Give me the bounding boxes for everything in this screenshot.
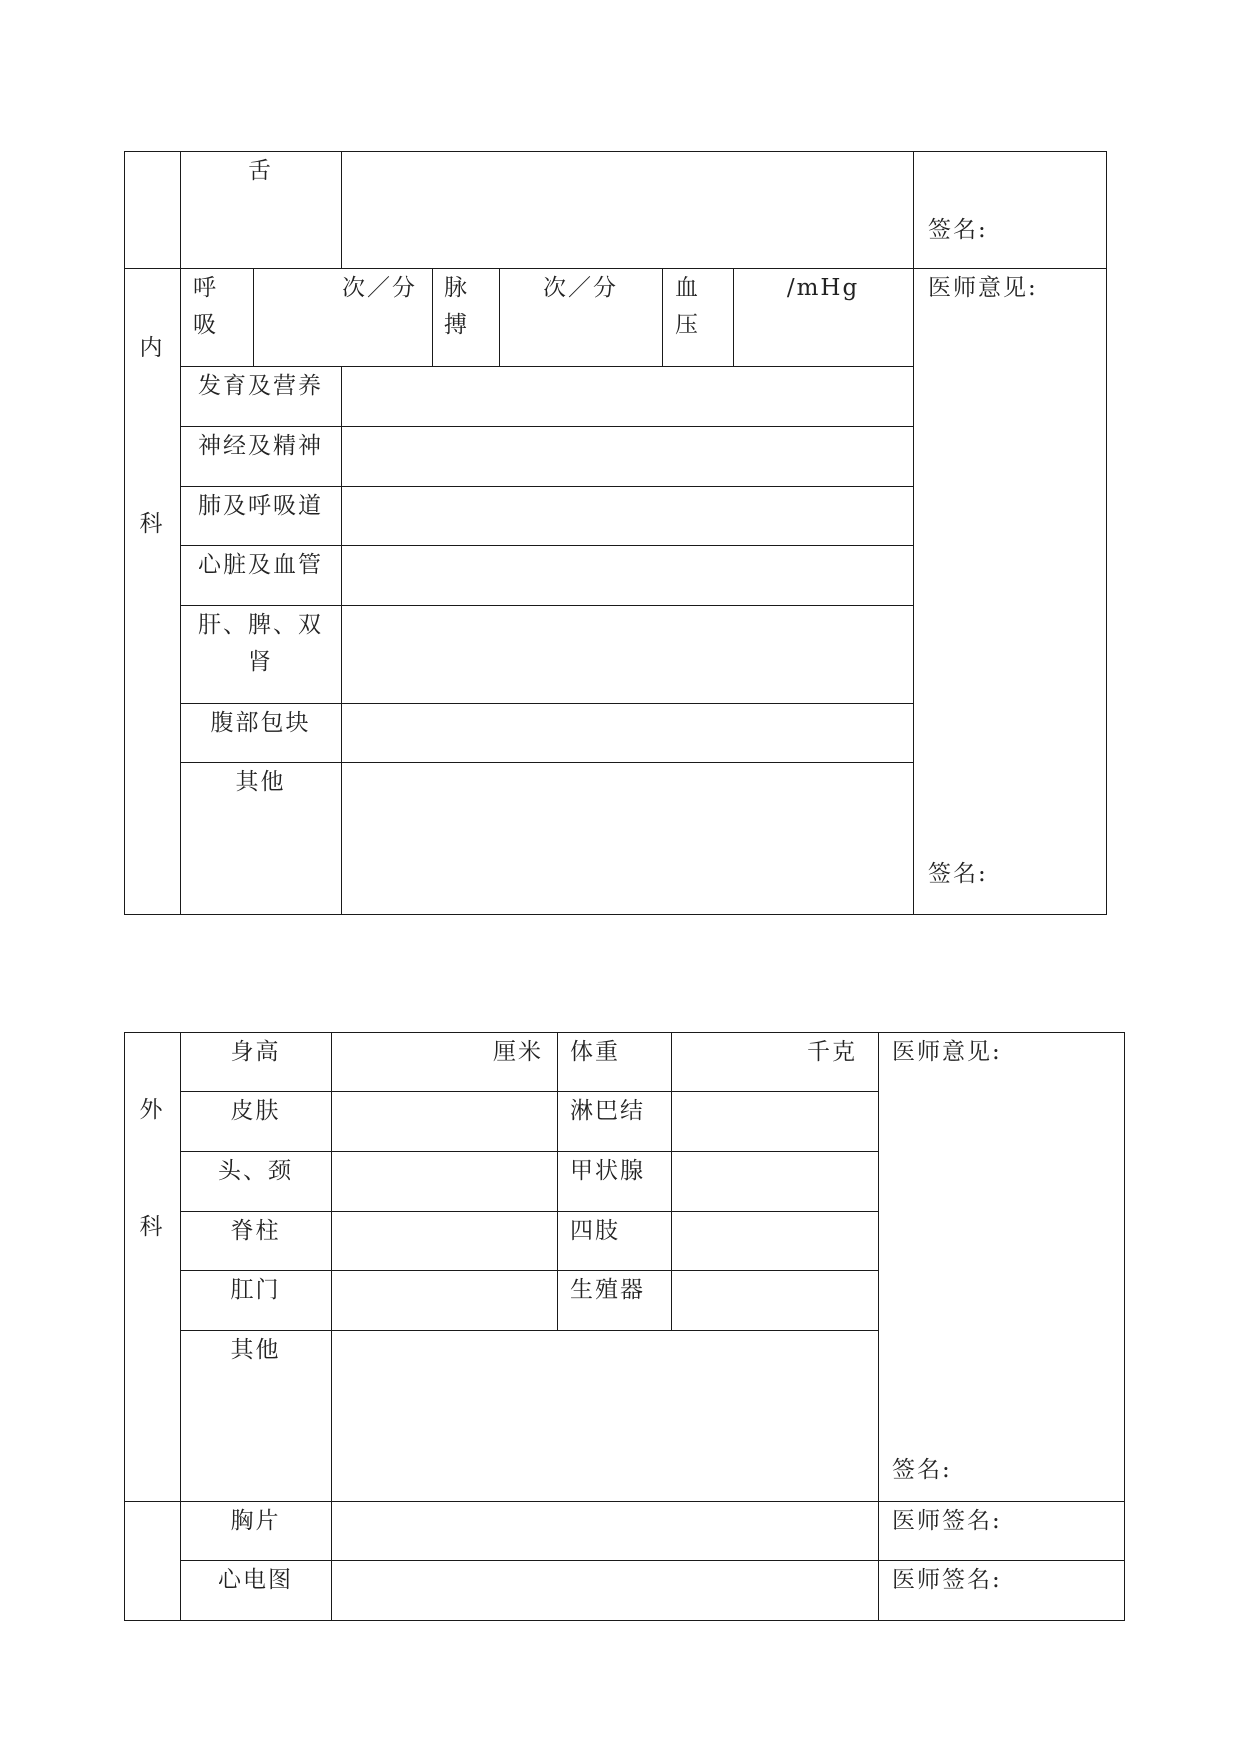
pulse-label: 脉搏 — [444, 275, 469, 338]
table1-col-divider — [432, 268, 433, 366]
row-label-ecg: 心电图 — [218, 1567, 293, 1593]
table1-col-divider — [662, 268, 663, 366]
table2-row-divider — [180, 1330, 879, 1331]
table2-row-divider — [180, 1211, 879, 1212]
row-label-liver: 肝、脾、双肾 — [198, 612, 323, 675]
row-label-lung: 肺及呼吸道 — [198, 493, 323, 519]
height-label: 身高 — [230, 1039, 281, 1065]
table2-right-border — [1124, 1032, 1125, 1621]
table2-row-divider — [180, 1560, 1125, 1561]
table2-col-divider — [878, 1032, 879, 1621]
table1-row-divider — [180, 426, 913, 427]
row-label-nerve: 神经及精神 — [198, 433, 323, 459]
surgery-section-char: 科 — [139, 1214, 165, 1240]
table1-bottom-border — [124, 914, 1107, 915]
table2-bottom-border — [124, 1620, 1125, 1621]
row-label-chest-xray: 胸片 — [230, 1508, 281, 1534]
internal-doctor-opinion-label: 医师意见: — [928, 275, 1038, 301]
row-label-abdomen: 腹部包块 — [210, 710, 311, 736]
respiration-label: 呼吸 — [193, 275, 218, 338]
table1-row-divider — [180, 703, 913, 704]
row-label-skin: 皮肤 — [230, 1098, 281, 1124]
internal-section-char: 内 — [139, 335, 165, 361]
ecg-signature-label: 医师签名: — [892, 1567, 1002, 1593]
table1-row-divider — [124, 268, 1107, 269]
table1-top-border — [124, 151, 1107, 152]
table1-right-border — [1106, 151, 1107, 915]
table2-col-divider — [671, 1032, 672, 1330]
table1-row-divider — [180, 545, 913, 546]
height-unit: 厘米 — [493, 1039, 543, 1065]
row-label-genitals: 生殖器 — [570, 1277, 645, 1303]
table2-col-divider — [331, 1032, 332, 1621]
table1-row-divider — [180, 366, 913, 367]
weight-label: 体重 — [570, 1039, 620, 1065]
table2-row-divider — [180, 1091, 879, 1092]
table2-col-divider — [557, 1032, 558, 1330]
table2-row-divider — [124, 1501, 1125, 1502]
row-label-thyroid: 甲状腺 — [570, 1158, 645, 1184]
row-label-development: 发育及营养 — [198, 373, 323, 399]
table1-row-divider — [180, 762, 913, 763]
table1-col-divider — [341, 151, 342, 268]
row-label-heart: 心脏及血管 — [198, 552, 323, 578]
surgery-doctor-opinion-label: 医师意见: — [892, 1039, 1002, 1065]
table1-row-divider — [180, 486, 913, 487]
chest-xray-signature-label: 医师签名: — [892, 1508, 1002, 1534]
table2-top-border — [124, 1032, 1125, 1033]
row-label-other: 其他 — [235, 769, 286, 795]
blood-pressure-label: 血压 — [675, 275, 700, 338]
row-label-limbs: 四肢 — [570, 1218, 620, 1244]
row-label-lymph: 淋巴结 — [570, 1098, 645, 1124]
surgery-section-char: 外 — [139, 1097, 165, 1123]
weight-unit: 千克 — [807, 1039, 857, 1065]
tongue-signature-label: 签名: — [928, 217, 988, 243]
internal-signature-label: 签名: — [928, 861, 988, 887]
respiration-unit: 次／分 — [342, 275, 417, 301]
row-label-spine: 脊柱 — [230, 1218, 281, 1244]
row-label-other: 其他 — [230, 1337, 281, 1363]
pulse-unit: 次／分 — [543, 275, 618, 301]
surgery-signature-label: 签名: — [892, 1457, 952, 1483]
table2-row-divider — [180, 1270, 879, 1271]
row-label-head-neck: 头、颈 — [218, 1158, 293, 1184]
table1-row-divider — [180, 605, 913, 606]
internal-section-char: 科 — [139, 511, 165, 537]
table1-col-divider — [913, 151, 914, 915]
table1-col-divider — [341, 366, 342, 915]
row-label-anus: 肛门 — [230, 1277, 281, 1303]
table2-row-divider — [180, 1151, 879, 1152]
blood-pressure-unit: /mHg — [786, 275, 860, 301]
tongue-label: 舌 — [248, 158, 273, 184]
